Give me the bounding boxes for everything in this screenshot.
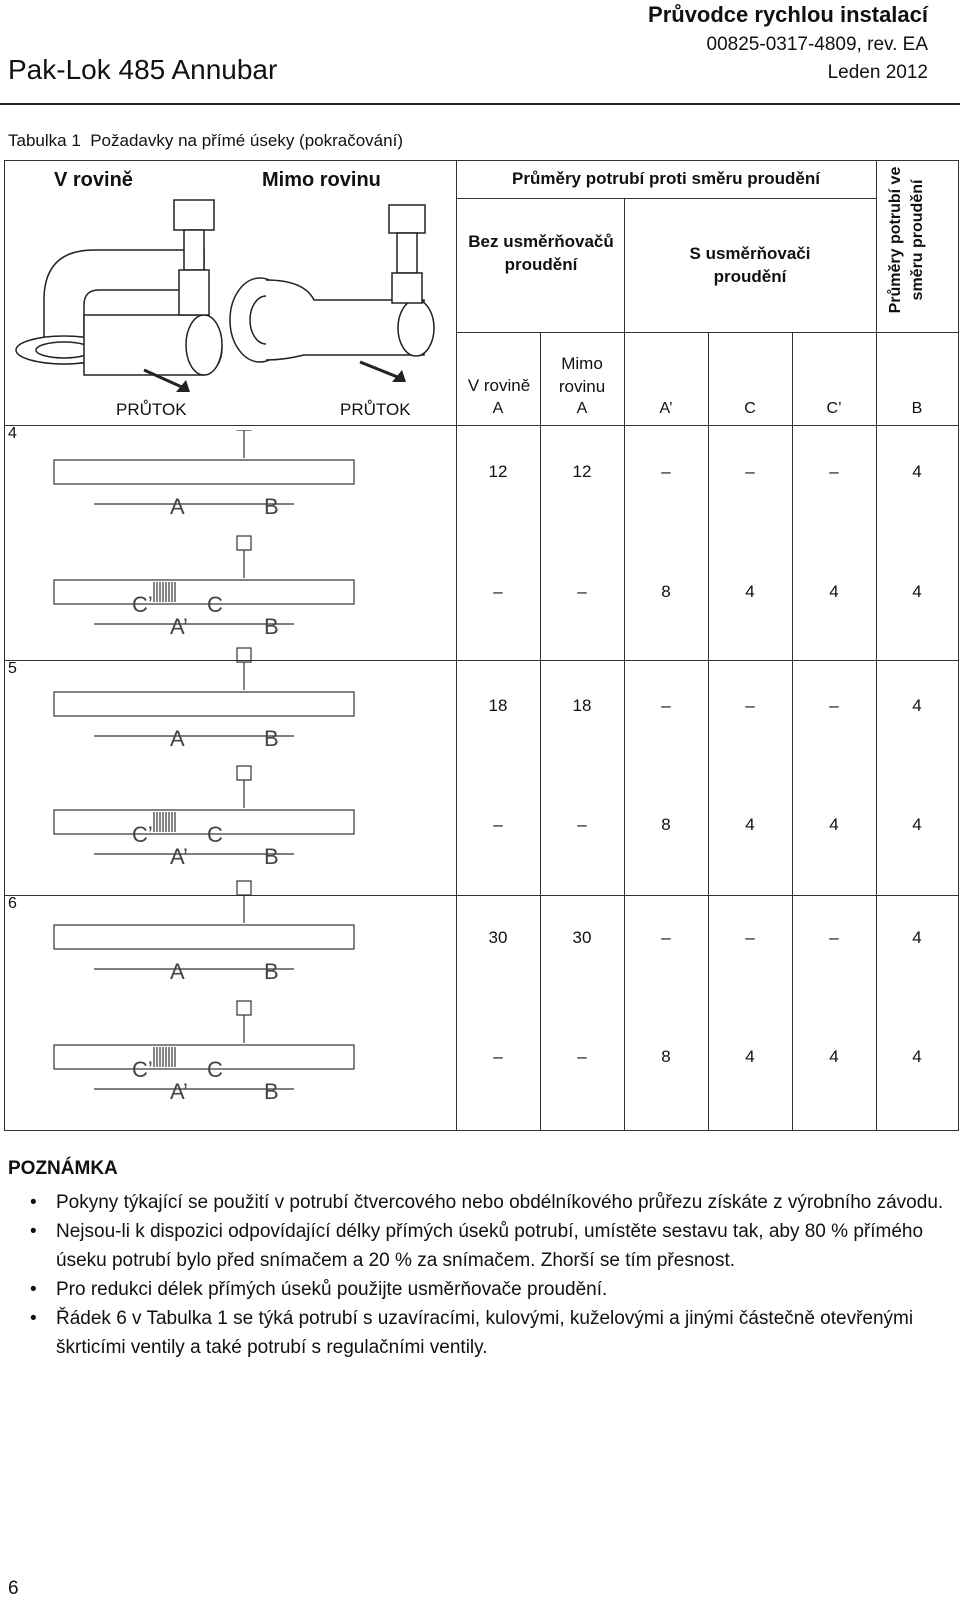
- header-divider: [0, 103, 960, 105]
- table-cell-value: 18: [572, 696, 592, 715]
- dimension-label: B: [264, 844, 279, 869]
- table-cell-value: 4: [912, 696, 922, 715]
- transmitter-box: [237, 881, 251, 895]
- pipe-segment: [54, 1045, 354, 1069]
- in-plane-heading: V rovině: [54, 169, 133, 191]
- out-of-plane-heading: Mimo rovinu: [262, 169, 381, 191]
- note-item: • Pokyny týkající se použití v potrubí čtvercového nebo obdélníkového průřezu získáte z výrobního závodu.: [30, 1188, 945, 1217]
- table-cell-value: –: [577, 815, 587, 834]
- transmitter-box: [237, 536, 251, 550]
- pipe-diagrams: [44, 430, 444, 1130]
- table-cell-value: 18: [488, 696, 508, 715]
- table-cell-value: 30: [572, 928, 592, 947]
- pipe-segment: [54, 580, 354, 604]
- dimension-label: A’: [170, 1079, 188, 1104]
- note-item: • Řádek 6 v Tabulka 1 se týká potrubí s uzavíracími, kulovými, kuželovými a jinými částečně otevřenými škrticími ventily a také potrubí s regulačními ventily.: [30, 1304, 945, 1362]
- transmitter-box: [237, 766, 251, 780]
- subheader-in-plane: V rovině: [467, 376, 531, 395]
- table-cell-value: –: [745, 696, 755, 715]
- subheader-letter-1: A: [492, 400, 504, 417]
- table-cell-value: –: [661, 696, 671, 715]
- table-cell-value: –: [829, 696, 839, 715]
- without-conditioner-heading: Bez usměrňovačů proudění: [468, 232, 614, 274]
- table-cell-value: 12: [572, 462, 592, 481]
- table-cell-value: 4: [745, 1047, 755, 1066]
- table-caption: Tabulka 1 Požadavky na přímé úseky (pokračování): [8, 131, 403, 150]
- product-title: Pak-Lok 485 Annubar: [8, 54, 278, 85]
- divider: [624, 198, 625, 335]
- flow-label-left: PRŮTOK: [116, 400, 187, 419]
- table-cell-value: 8: [661, 1047, 671, 1066]
- dimension-label: C: [207, 822, 223, 847]
- row-number: 6: [8, 895, 17, 912]
- dimension-label: A: [170, 959, 185, 984]
- table-cell-value: 4: [745, 815, 755, 834]
- note-item: • Pro redukci délek přímých úseků použijte usměrňovače proudění.: [30, 1275, 945, 1304]
- subheader-letter-6: B: [911, 400, 923, 417]
- table-cell-value: 12: [488, 462, 508, 481]
- table-cell-value: 4: [745, 582, 755, 601]
- dimension-label: C’: [132, 822, 153, 847]
- installation-illustration: [4, 190, 456, 415]
- dimension-label: B: [264, 726, 279, 751]
- subheader-letter-2: A: [576, 400, 588, 417]
- dimension-label: A’: [170, 614, 188, 639]
- note-item: • Nejsou-li k dispozici odpovídající délky přímých úseků potrubí, umístěte sestavu tak, aby 80 % přímého úseku potrubí bylo před snímačem a 20 % za snímačem. Zhorší se tím přesnost.: [30, 1217, 945, 1275]
- table-cell-value: –: [493, 815, 503, 834]
- dimension-label: C’: [132, 592, 153, 617]
- downstream-heading: Průměry potrubí ve směru proudění: [887, 166, 926, 314]
- dimension-label: A’: [170, 844, 188, 869]
- table-cell-value: –: [493, 582, 503, 601]
- table-cell-value: –: [745, 462, 755, 481]
- upstream-heading: Průměry potrubí proti směru proudění: [512, 169, 820, 188]
- dimension-label: C: [207, 592, 223, 617]
- dimension-label: B: [264, 1079, 279, 1104]
- pipe-segment: [54, 925, 354, 949]
- subheader-letter-4: C: [744, 400, 756, 417]
- flow-label-right: PRŮTOK: [340, 400, 411, 419]
- note-list: [30, 1188, 945, 1362]
- transmitter-box: [237, 648, 251, 662]
- subheader-letter-5: C’: [826, 400, 842, 417]
- table-cell-value: 4: [912, 815, 922, 834]
- table-cell-value: 4: [829, 1047, 839, 1066]
- dimension-label: A: [170, 726, 185, 751]
- with-conditioner-heading: S usměrňovači proudění: [689, 244, 811, 286]
- row-number: 5: [8, 660, 17, 677]
- subheader-out-plane: Mimo rovinu: [558, 354, 606, 396]
- dimension-label: B: [264, 959, 279, 984]
- row-number: 4: [8, 425, 17, 442]
- table-cell-value: 4: [912, 462, 922, 481]
- dimension-label: B: [264, 494, 279, 519]
- table-cell-value: 4: [829, 582, 839, 601]
- table-cell-value: 8: [661, 815, 671, 834]
- document-number: 00825-0317-4809, rev. EA: [706, 34, 928, 55]
- pipe-segment: [54, 460, 354, 484]
- table-cell-value: –: [493, 1047, 503, 1066]
- divider: [456, 198, 457, 335]
- table-cell-value: –: [577, 582, 587, 601]
- table-cell-value: 4: [912, 582, 922, 601]
- dimension-label: A: [170, 494, 185, 519]
- table-cell-value: 4: [912, 928, 922, 947]
- subheader-letter-3: A’: [659, 400, 673, 417]
- table-cell-value: –: [661, 928, 671, 947]
- pipe-segment: [54, 692, 354, 716]
- divider: [456, 198, 876, 199]
- dimension-label: B: [264, 614, 279, 639]
- pipe-segment: [54, 810, 354, 834]
- document-title: Průvodce rychlou instalací: [648, 2, 928, 27]
- table-cell-value: –: [577, 1047, 587, 1066]
- table-cell-value: –: [661, 462, 671, 481]
- note-title: POZNÁMKA: [8, 1158, 118, 1179]
- table-cell-value: –: [745, 928, 755, 947]
- document-date: Leden 2012: [827, 62, 928, 83]
- table-cell-value: 30: [488, 928, 508, 947]
- page-number: 6: [8, 1578, 19, 1599]
- table-cell-value: –: [829, 462, 839, 481]
- dimension-label: C: [207, 1057, 223, 1082]
- dimension-label: C’: [132, 1057, 153, 1082]
- table-cell-value: 8: [661, 582, 671, 601]
- table-cell-value: –: [829, 928, 839, 947]
- transmitter-box: [237, 1001, 251, 1015]
- table-cell-value: 4: [912, 1047, 922, 1066]
- table-cell-value: 4: [829, 815, 839, 834]
